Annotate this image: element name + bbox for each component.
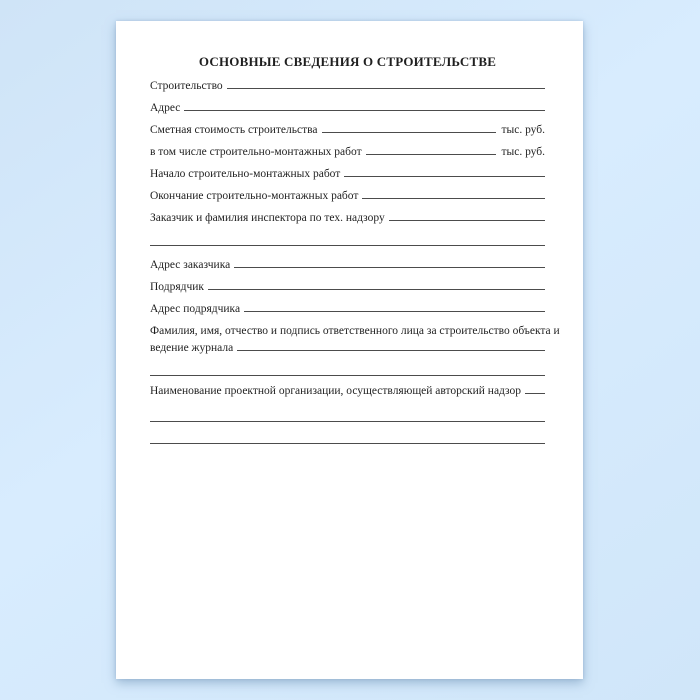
field-label: Подрядчик [150, 281, 204, 293]
fill-in-line [244, 311, 545, 312]
field-label: ведение журнала [150, 342, 234, 354]
field-row-design-organization [150, 379, 545, 397]
field-row-customer-address [150, 249, 545, 271]
field-suffix: тыс. руб. [501, 146, 545, 158]
field-label: в том числе строительно-монтажных работ [150, 146, 362, 158]
fill-in-line [150, 245, 545, 246]
blank-underline-row [150, 357, 545, 379]
blank-underline-row [150, 403, 545, 425]
field-label: Адрес [150, 102, 181, 114]
page-title: ОСНОВНЫЕ СВЕДЕНИЯ О СТРОИТЕЛЬСТВЕ [198, 54, 497, 69]
fill-in-line [150, 375, 545, 376]
fill-in-line [362, 198, 545, 199]
field-suffix: тыс. руб. [501, 124, 545, 136]
field-label: Сметная стоимость строительства [150, 124, 318, 136]
field-label: Строительство [150, 80, 223, 92]
fill-in-line [344, 176, 545, 177]
fill-in-line [366, 154, 497, 155]
fill-in-line [150, 421, 545, 422]
field-label: Окончание строительно-монтажных работ [150, 190, 359, 202]
form-page [116, 21, 583, 679]
field-row-journal-keeping [150, 337, 545, 354]
fill-in-line [184, 110, 545, 111]
fill-in-line [322, 132, 497, 133]
field-label: Начало строительно-монтажных работ [150, 168, 341, 180]
field-label: Адрес заказчика [150, 259, 231, 271]
field-label: Наименование проектной организации, осуществляющей авторский надзор [150, 385, 522, 397]
fill-in-line [389, 220, 545, 221]
paragraph-text: Фамилия, имя, отчество и подпись ответственного лица за строительство объекта и [150, 325, 560, 337]
field-row-estimated-cost [150, 114, 545, 136]
field-row-construction [150, 70, 545, 92]
field-row-customer-inspector [150, 202, 545, 224]
field-row-installation-works-cost [150, 136, 545, 158]
field-row-contractor-address [150, 293, 545, 315]
field-row-address [150, 92, 545, 114]
field-label: Адрес подрядчика [150, 303, 241, 315]
blank-underline-row [150, 425, 545, 447]
paragraph-line-responsible-person [150, 315, 560, 337]
fill-in-line [208, 289, 545, 290]
fill-in-line [237, 350, 545, 351]
field-row-works-end [150, 180, 545, 202]
field-label: Заказчик и фамилия инспектора по тех. надзору [150, 212, 385, 224]
fill-in-line [525, 393, 545, 394]
blank-underline-row [150, 227, 545, 249]
fill-in-line [234, 267, 545, 268]
field-row-works-start [150, 158, 545, 180]
fill-in-line [227, 88, 545, 89]
fill-in-line [150, 443, 545, 444]
field-row-contractor [150, 271, 545, 293]
